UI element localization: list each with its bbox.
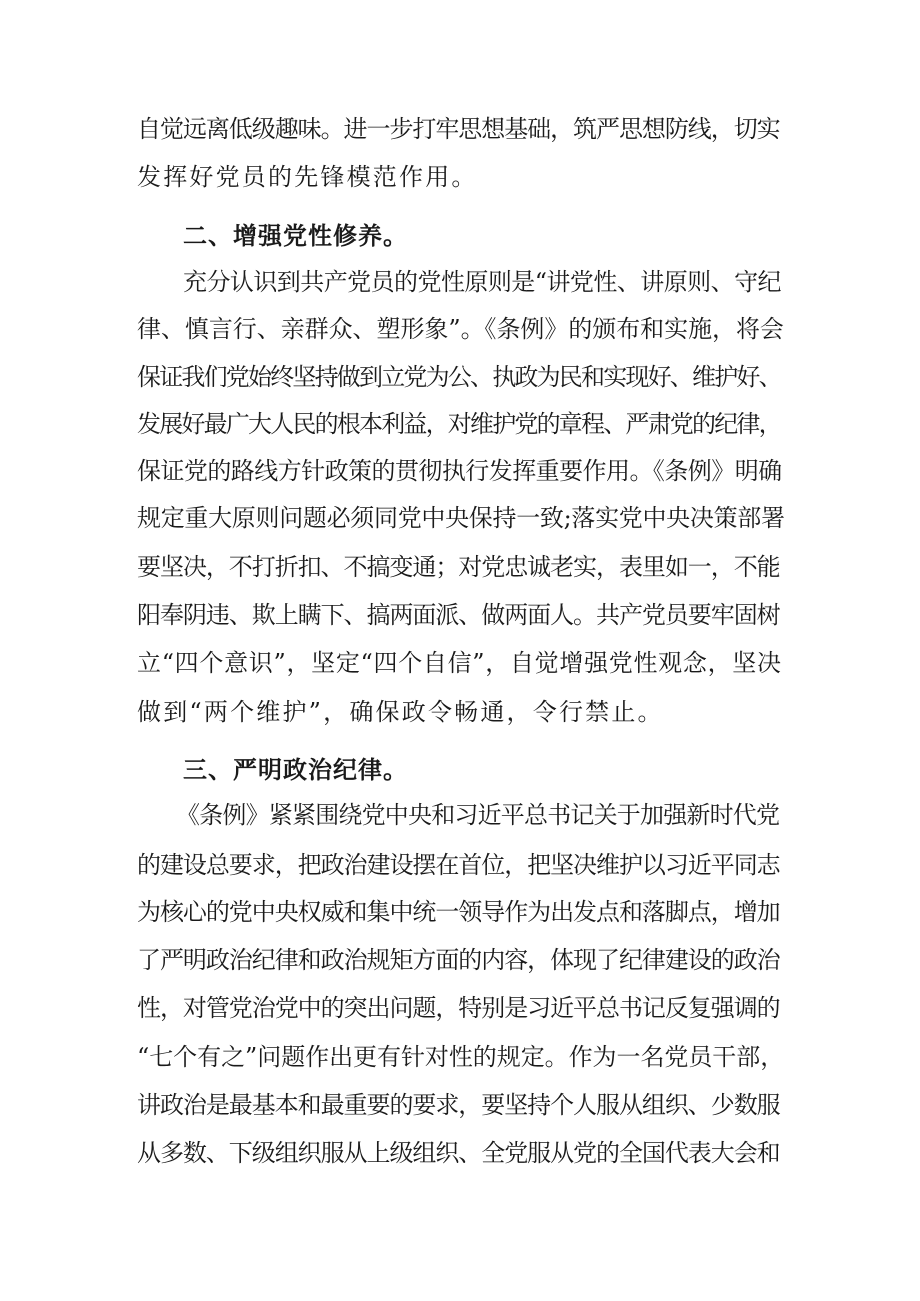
paragraph-line: 讲政治是最基本和最重要的要求，要坚持个人服从组织、少数服 xyxy=(137,1091,780,1119)
paragraph-line: 做到“两个维护”，确保政令畅通，令行禁止。 xyxy=(137,698,664,726)
paragraph-line: 了严明政治纪律和政治规矩方面的内容，体现了纪律建设的政治 xyxy=(137,946,780,974)
paragraph-line: 发展好最广大人民的根本利益，对维护党的章程、严肃党的纪律， xyxy=(137,410,781,438)
section-heading: 三、严明政治纪律。 xyxy=(183,756,408,784)
paragraph-line: 要坚决，不打折扣、不搞变通；对党忠诚老实，表里如一，不能 xyxy=(137,553,780,581)
paragraph-line: 规定重大原则问题必须同党中央保持一致;落实党中央决策部署 xyxy=(137,504,785,532)
section-heading: 二、增强党性修养。 xyxy=(183,222,408,250)
paragraph-line: 性，对管党治党中的突出问题，特别是习近平总书记反复强调的 xyxy=(137,994,780,1022)
paragraph-line: 从多数、下级组织服从上级组织、全党服从党的全国代表大会和 xyxy=(137,1139,780,1167)
paragraph-line: 发挥好党员的先锋模范作用。 xyxy=(137,163,478,191)
paragraph-line: “七个有之”问题作出更有针对性的规定。作为一名党员干部， xyxy=(137,1043,785,1071)
paragraph-line: 立“四个意识”，坚定“四个自信”，自觉增强党性观念，坚决 xyxy=(137,649,782,677)
paragraph-line: 保证我们党始终坚持做到立党为公、执政为民和实现好、维护好、 xyxy=(137,363,781,391)
paragraph-line: 《条例》紧紧围绕党中央和习近平总书记关于加强新时代党 xyxy=(176,801,780,829)
paragraph-line: 自觉远离低级趣味。进一步打牢思想基础，筑严思想防线，切实 xyxy=(137,115,780,143)
paragraph-line: 充分认识到共产党员的党性原则是“讲党性、讲原则、守纪 xyxy=(183,268,781,296)
paragraph-line: 阳奉阴违、欺上瞒下、搞两面派、做两面人。共产党员要牢固树 xyxy=(137,601,780,629)
paragraph-line: 律、慎言行、亲群众、塑形象”。《条例》的颁布和实施，将会 xyxy=(137,315,784,343)
paragraph-line: 保证党的路线方针政策的贯彻执行发挥重要作用。《条例》明确 xyxy=(137,457,782,485)
paragraph-line: 为核心的党中央权威和集中统一领导作为出发点和落脚点，增加 xyxy=(137,898,780,926)
paragraph-line: 的建设总要求，把政治建设摆在首位，把坚决维护以习近平同志 xyxy=(137,851,780,879)
